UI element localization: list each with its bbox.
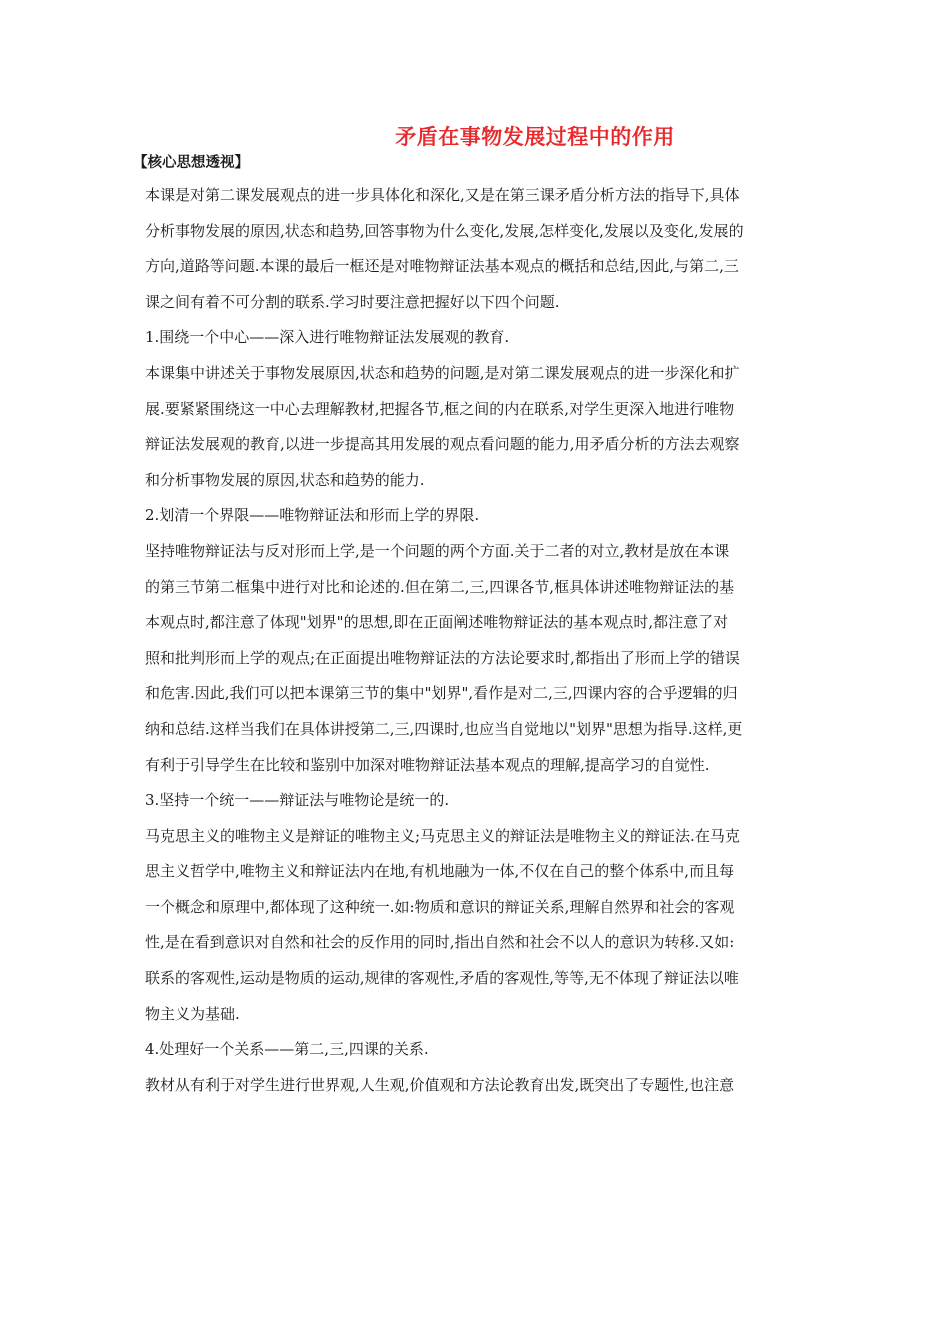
text-line: 方向,道路等问题.本课的最后一框还是对唯物辩证法基本观点的概括和总结,因此,与第二,三 (145, 257, 739, 276)
text-line: 本课集中讲述关于事物发展原因,状态和趋势的问题,是对第二课发展观点的进一步深化和扩 (145, 363, 740, 382)
text-line: 物主义为基础. (145, 1004, 240, 1023)
text-line: 思主义哲学中,唯物主义和辩证法内在地,有机地融为一体,不仅在自己的整个体系中,而且每 (145, 862, 735, 881)
text-line: 和分析事物发展的原因,状态和趋势的能力. (145, 470, 425, 489)
text-line: 性,是在看到意识对自然和社会的反作用的同时,指出自然和社会不以人的意识为转移.又如: (145, 933, 735, 952)
text-line: 课之间有着不可分割的联系.学习时要注意把握好以下四个问题. (145, 292, 560, 311)
text-line: 展.要紧紧围绕这一中心去理解教材,把握各节,框之间的内在联系,对学生更深入地进行唯物 (145, 399, 735, 418)
text-line: 1.围绕一个中心——深入进行唯物辩证法发展观的教育. (145, 328, 510, 347)
text-line: 照和批判形而上学的观点;在正面提出唯物辩证法的方法论要求时,都指出了形而上学的错误 (145, 648, 740, 667)
document-title: 矛盾在事物发展过程中的作用 (395, 124, 675, 149)
text-line: 的第三节第二框集中进行对比和论述的.但在第二,三,四课各节,框具体讲述唯物辩证法的基 (145, 577, 735, 596)
text-line: 马克思主义的唯物主义是辩证的唯物主义;马克思主义的辩证法是唯物主义的辩证法.在马克 (145, 826, 740, 845)
text-line: 纳和总结.这样当我们在具体讲授第二,三,四课时,也应当自觉地以"划界"思想为指导.这样,更 (145, 719, 743, 738)
text-line: 有利于引导学生在比较和鉴别中加深对唯物辩证法基本观点的理解,提高学习的自觉性. (145, 755, 710, 774)
text-line: 坚持唯物辩证法与反对形而上学,是一个问题的两个方面.关于二者的对立,教材是放在本课 (145, 541, 730, 560)
text-line: 本观点时,都注意了体现"划界"的思想,即在正面阐述唯物辩证法的基本观点时,都注意了对 (145, 613, 729, 632)
text-line: 本课是对第二课发展观点的进一步具体化和深化,又是在第三课矛盾分析方法的指导下,具体 (145, 186, 740, 204)
text-line: 教材从有利于对学生进行世界观,人生观,价值观和方法论教育出发,既突出了专题性,也注意 (145, 1075, 735, 1094)
text-line: 一个概念和原理中,都体现了这种统一.如:物质和意识的辩证关系,理解自然界和社会的客观 (145, 897, 735, 916)
section-label: 【核心思想透视】 (133, 154, 249, 171)
text-line: 4.处理好一个关系——第二,三,四课的关系. (145, 1040, 429, 1059)
text-line: 辩证法发展观的教育,以进一步提高其用发展的观点看问题的能力,用矛盾分析的方法去观察 (145, 435, 740, 454)
text-line: 和危害.因此,我们可以把本课第三节的集中"划界",看作是对二,三,四课内容的合乎逻辑的归 (145, 684, 738, 703)
text-line: 2.划清一个界限——唯物辩证法和形而上学的界限. (145, 506, 480, 525)
text-line: 联系的客观性,运动是物质的运动,规律的客观性,矛盾的客观性,等等,无不体现了辩证法以唯 (145, 969, 739, 988)
document-body (145, 182, 808, 1107)
text-line: 分析事物发展的原因,状态和趋势,回答事物为什么变化,发展,怎样变化,发展以及变化,发展的 (145, 221, 744, 240)
text-line: 3.坚持一个统一——辩证法与唯物论是统一的. (145, 791, 450, 810)
